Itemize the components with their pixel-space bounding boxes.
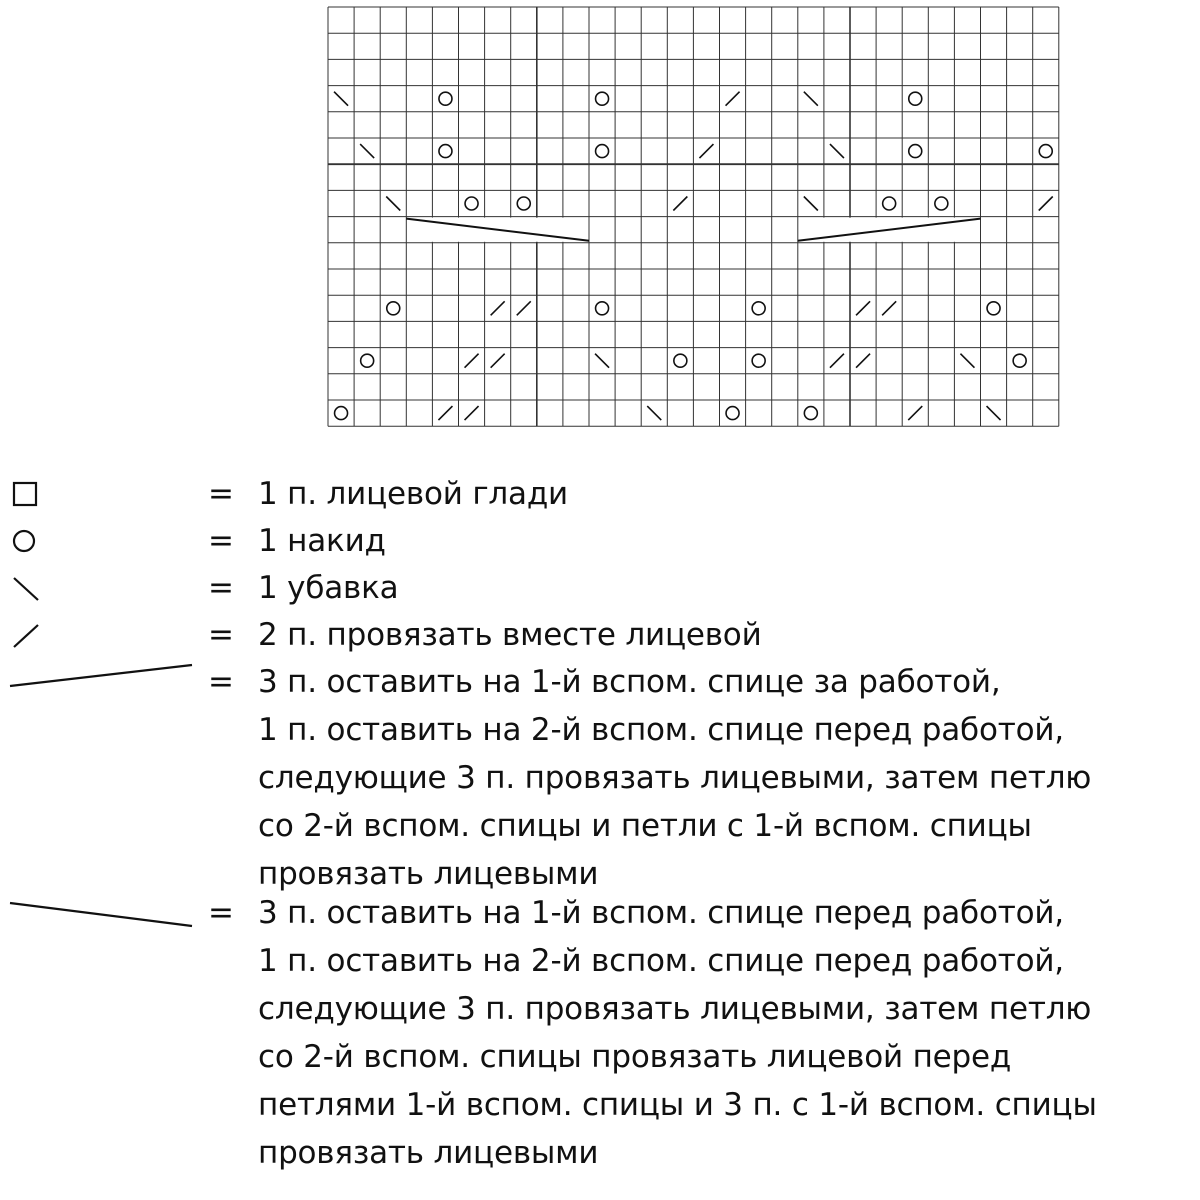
- knitting-chart: [0, 0, 1200, 440]
- k2tog-mark: [726, 92, 740, 106]
- decrease-mark: [334, 92, 348, 106]
- yarn-over-mark: [909, 92, 922, 105]
- k2tog-mark: [673, 197, 687, 211]
- legend-text-knit: 1 п. лицевой глади: [258, 476, 569, 512]
- k2tog-mark: [699, 144, 713, 158]
- k2tog-mark: [1039, 197, 1053, 211]
- yarn-over-mark: [335, 407, 348, 420]
- k2tog-mark: [491, 354, 505, 368]
- yarn-over-mark: [596, 145, 609, 158]
- legend-text-right-cable: 3 п. оставить на 1-й вспом. спице за работой, 1 п. оставить на 2-й вспом. спице перед работой, следующие 3 п. провязать лицевыми, затем петлю со 2-й вспом. спицы и петли с 1-й вспом. спицы провязать лицевыми: [258, 664, 1092, 892]
- legend-text-decrease: 1 убавка: [258, 570, 399, 606]
- decrease-mark: [830, 144, 844, 158]
- yarn-over-mark: [517, 197, 530, 210]
- yarn-over-mark: [387, 302, 400, 315]
- legend-equals: =: [208, 895, 234, 931]
- k2tog-mark: [830, 354, 844, 368]
- decrease-mark: [360, 144, 374, 158]
- k2tog-mark: [856, 301, 870, 315]
- legend-equals: =: [208, 570, 234, 606]
- yarn-over-mark: [1013, 354, 1026, 367]
- yarn-over-mark: [909, 145, 922, 158]
- yarn-over-mark: [596, 302, 609, 315]
- decrease-mark: [804, 197, 818, 211]
- legend-equals: =: [208, 617, 234, 653]
- yarn-over-mark: [439, 92, 452, 105]
- k2tog-mark: [465, 354, 479, 368]
- yarn-over-mark: [674, 354, 687, 367]
- decrease-mark: [595, 354, 609, 368]
- yarn-over-mark: [439, 145, 452, 158]
- decrease-mark: [804, 92, 818, 106]
- legend-text-yarn-over: 1 накид: [258, 523, 386, 559]
- legend-equals: =: [208, 523, 234, 559]
- slash-icon: [0, 611, 200, 659]
- yarn-over-mark: [752, 354, 765, 367]
- yarn-over-mark: [804, 407, 817, 420]
- square-icon: [0, 470, 200, 518]
- decrease-mark: [647, 406, 661, 420]
- rising-line-icon: [0, 658, 200, 706]
- k2tog-mark: [908, 406, 922, 420]
- yarn-over-mark: [752, 302, 765, 315]
- decrease-mark: [386, 197, 400, 211]
- circle-icon: [0, 517, 200, 565]
- legend-text-k2tog: 2 п. провязать вместе лицевой: [258, 617, 762, 653]
- k2tog-mark: [465, 406, 479, 420]
- k2tog-mark: [491, 301, 505, 315]
- k2tog-mark: [882, 301, 896, 315]
- yarn-over-mark: [935, 197, 948, 210]
- yarn-over-mark: [987, 302, 1000, 315]
- decrease-mark: [987, 406, 1001, 420]
- yarn-over-mark: [465, 197, 478, 210]
- decrease-mark: [960, 354, 974, 368]
- yarn-over-mark: [883, 197, 896, 210]
- yarn-over-mark: [726, 407, 739, 420]
- k2tog-mark: [517, 301, 531, 315]
- k2tog-mark: [438, 406, 452, 420]
- yarn-over-mark: [361, 354, 374, 367]
- falling-line-icon: [0, 889, 200, 937]
- yarn-over-mark: [1039, 145, 1052, 158]
- legend-text-left-cable: 3 п. оставить на 1-й вспом. спице перед работой, 1 п. оставить на 2-й вспом. спице перед работой, следующие 3 п. провязать лицевыми, затем петлю со 2-й вспом. спицы провязать лицевой перед петлями 1-й вспом. спицы и 3 п. с 1-й вспом. спицы провязать лицевыми: [258, 895, 1097, 1171]
- legend-equals: =: [208, 476, 234, 512]
- k2tog-mark: [856, 354, 870, 368]
- yarn-over-mark: [596, 92, 609, 105]
- backslash-icon: [0, 564, 200, 612]
- legend-equals: =: [208, 664, 234, 700]
